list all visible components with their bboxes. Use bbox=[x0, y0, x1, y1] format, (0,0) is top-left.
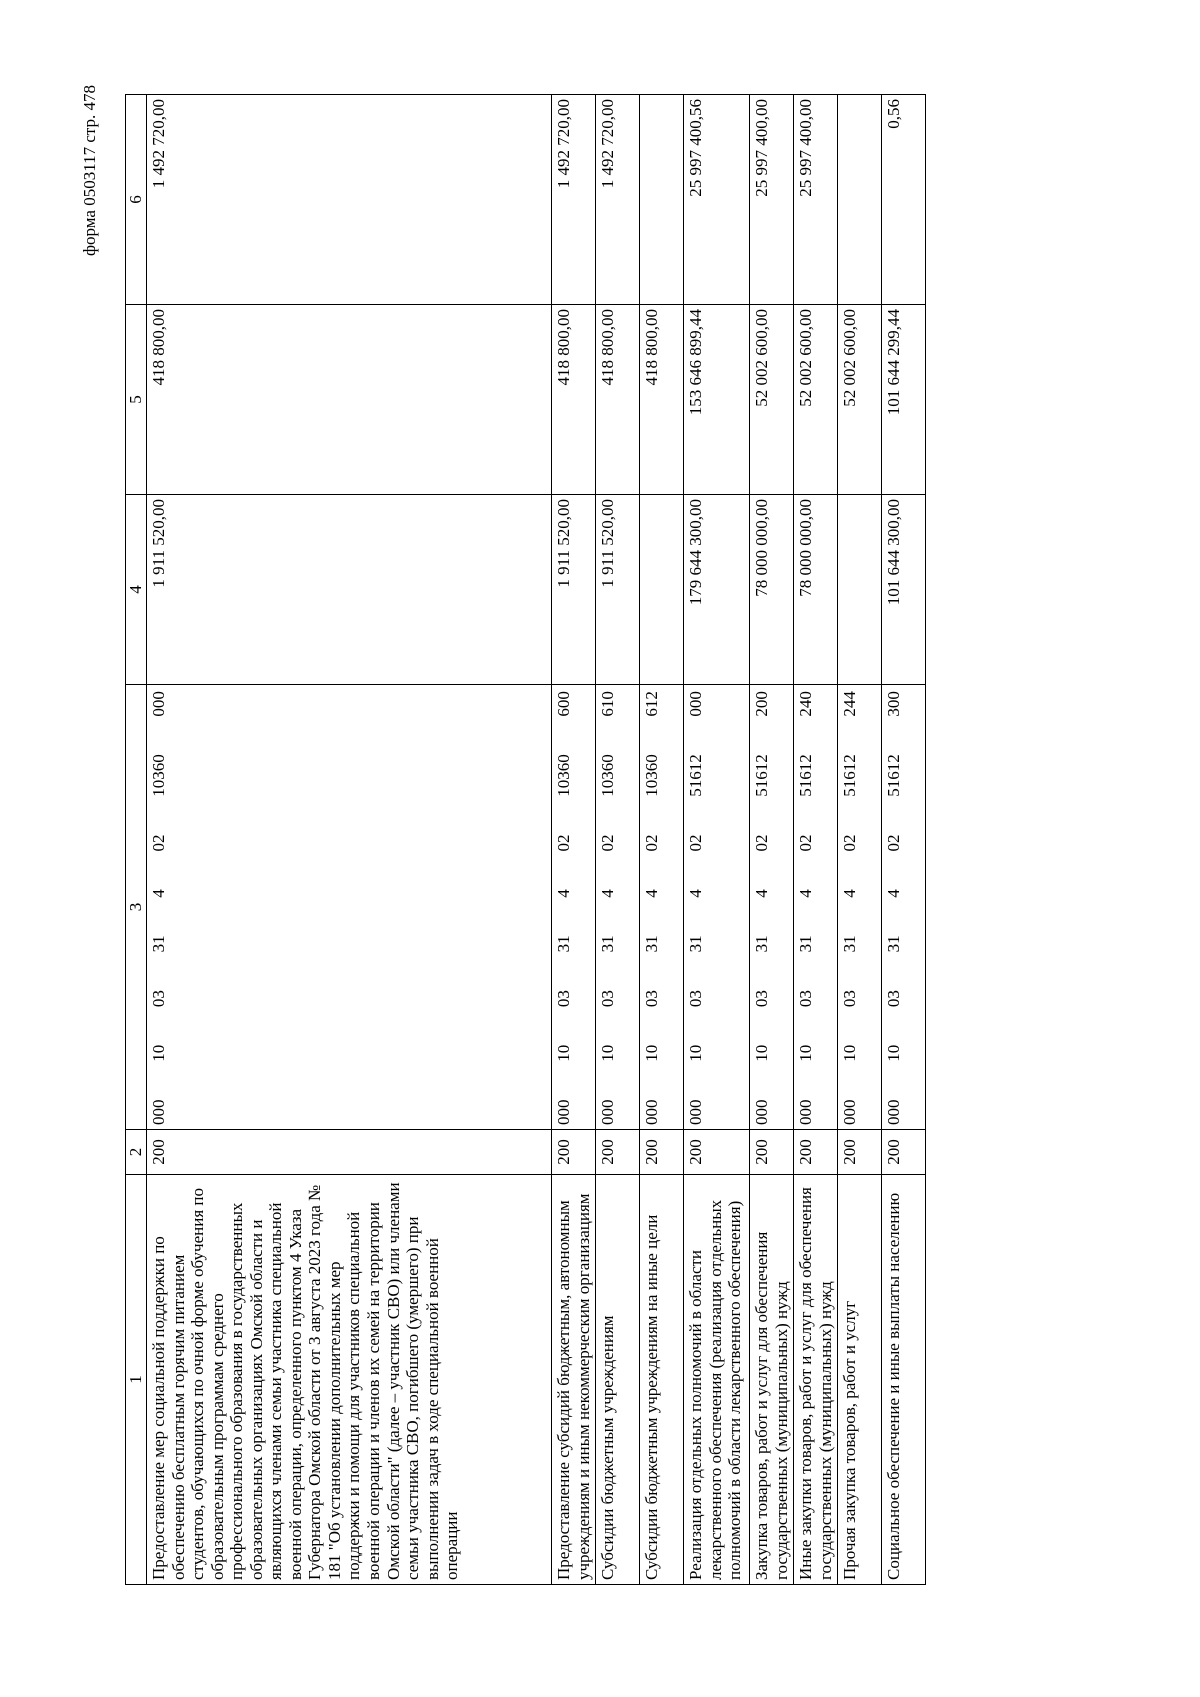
row-approved: 179 644 300,00 bbox=[684, 495, 750, 685]
code-part: 02 bbox=[149, 834, 168, 852]
header-col-4: 4 bbox=[126, 495, 147, 685]
header-col-5: 5 bbox=[126, 305, 147, 495]
code-part: 000 bbox=[796, 1099, 816, 1125]
code-part: 51612 bbox=[884, 754, 904, 797]
code-part: 10360 bbox=[554, 754, 573, 797]
row-approved bbox=[640, 495, 684, 685]
budget-classification-code bbox=[686, 689, 706, 1125]
rotated-page-content bbox=[125, 95, 1070, 1585]
table-row bbox=[147, 95, 552, 1585]
code-part: 10 bbox=[840, 1044, 860, 1062]
row-unexecuted: 1 492 720,00 bbox=[147, 95, 552, 305]
budget-classification-code bbox=[796, 689, 816, 1125]
row-name: Прочая закупка товаров, работ и услуг bbox=[838, 1175, 882, 1585]
code-part: 10 bbox=[149, 1044, 168, 1062]
code-part: 51612 bbox=[686, 754, 706, 797]
code-part: 51612 bbox=[752, 754, 772, 797]
table-row bbox=[684, 95, 750, 1585]
code-part: 000 bbox=[149, 691, 168, 717]
code-part: 4 bbox=[752, 889, 772, 898]
row-unexecuted: 25 997 400,56 bbox=[684, 95, 750, 305]
row-line-code: 200 bbox=[552, 1130, 596, 1175]
code-part: 10 bbox=[752, 1044, 772, 1062]
code-part: 000 bbox=[642, 1099, 662, 1125]
code-part: 10 bbox=[884, 1044, 904, 1062]
row-name: Социальное обеспечение и иные выплаты населению bbox=[882, 1175, 926, 1585]
code-part: 02 bbox=[796, 834, 816, 852]
code-part: 31 bbox=[884, 935, 904, 953]
code-part: 31 bbox=[642, 935, 662, 953]
row-budget-code bbox=[147, 685, 552, 1130]
row-approved: 101 644 300,00 bbox=[882, 495, 926, 685]
table-row bbox=[750, 95, 794, 1585]
code-part: 4 bbox=[554, 889, 573, 898]
row-unexecuted bbox=[640, 95, 684, 305]
row-executed: 52 002 600,00 bbox=[750, 305, 794, 495]
budget-classification-code bbox=[884, 689, 904, 1125]
code-part: 31 bbox=[686, 935, 706, 953]
row-unexecuted: 0,56 bbox=[882, 95, 926, 305]
budget-classification-code bbox=[598, 689, 618, 1125]
row-unexecuted bbox=[838, 95, 882, 305]
row-budget-code bbox=[640, 685, 684, 1130]
row-line-code: 200 bbox=[684, 1130, 750, 1175]
code-part: 000 bbox=[840, 1099, 860, 1125]
code-part: 300 bbox=[884, 691, 904, 717]
code-part: 31 bbox=[554, 935, 573, 953]
code-part: 02 bbox=[884, 834, 904, 852]
code-part: 4 bbox=[598, 889, 618, 898]
code-part: 10 bbox=[686, 1044, 706, 1062]
row-name: Иные закупки товаров, работ и услуг для обеспечения государственных (муниципальных) нужд bbox=[794, 1175, 838, 1585]
code-part: 02 bbox=[686, 834, 706, 852]
code-part: 31 bbox=[796, 935, 816, 953]
page-header bbox=[80, 85, 100, 1085]
code-part: 51612 bbox=[840, 754, 860, 797]
code-part: 03 bbox=[149, 990, 168, 1008]
table-row bbox=[838, 95, 882, 1585]
row-budget-code bbox=[596, 685, 640, 1130]
table-row bbox=[640, 95, 684, 1585]
code-part: 03 bbox=[796, 990, 816, 1008]
row-line-code: 200 bbox=[794, 1130, 838, 1175]
report-table bbox=[125, 94, 926, 1585]
code-part: 31 bbox=[598, 935, 618, 953]
code-part: 4 bbox=[149, 889, 168, 898]
code-part: 10 bbox=[642, 1044, 662, 1062]
code-part: 03 bbox=[598, 990, 618, 1008]
code-part: 000 bbox=[598, 1099, 618, 1125]
row-budget-code bbox=[750, 685, 794, 1130]
code-part: 02 bbox=[598, 834, 618, 852]
code-part: 000 bbox=[149, 1099, 168, 1125]
row-budget-code bbox=[838, 685, 882, 1130]
row-name: Закупка товаров, работ и услуг для обеспечения государственных (муниципальных) нужд bbox=[750, 1175, 794, 1585]
row-approved bbox=[838, 495, 882, 685]
code-part: 02 bbox=[554, 834, 573, 852]
row-executed: 101 644 299,44 bbox=[882, 305, 926, 495]
code-part: 600 bbox=[554, 691, 573, 717]
code-part: 03 bbox=[686, 990, 706, 1008]
row-executed: 52 002 600,00 bbox=[794, 305, 838, 495]
code-part: 10360 bbox=[642, 754, 662, 797]
budget-classification-code bbox=[642, 689, 662, 1125]
row-executed: 52 002 600,00 bbox=[838, 305, 882, 495]
code-part: 612 bbox=[642, 691, 662, 717]
code-part: 10 bbox=[554, 1044, 573, 1062]
code-part: 000 bbox=[884, 1099, 904, 1125]
code-part: 31 bbox=[840, 935, 860, 953]
row-line-code: 200 bbox=[838, 1130, 882, 1175]
code-part: 244 bbox=[840, 691, 860, 717]
code-part: 200 bbox=[752, 691, 772, 717]
code-part: 4 bbox=[796, 889, 816, 898]
row-name: Предоставление субсидий бюджетным, автономным учреждениям и иным некоммерческим организациям bbox=[552, 1175, 596, 1585]
table-row bbox=[596, 95, 640, 1585]
row-name: Реализация отдельных полномочий в области лекарственного обеспечения (реализация отдельных полномочий в области лекарственного обеспечения) bbox=[684, 1175, 750, 1585]
code-part: 03 bbox=[554, 990, 573, 1008]
header-col-6: 6 bbox=[126, 95, 147, 305]
code-part: 31 bbox=[752, 935, 772, 953]
row-executed: 418 800,00 bbox=[147, 305, 552, 495]
table-body bbox=[147, 95, 926, 1585]
header-col-2: 2 bbox=[126, 1130, 147, 1175]
code-part: 000 bbox=[554, 1099, 573, 1125]
header-col-3: 3 bbox=[126, 685, 147, 1130]
code-part: 51612 bbox=[796, 754, 816, 797]
row-line-code: 200 bbox=[596, 1130, 640, 1175]
code-part: 10 bbox=[598, 1044, 618, 1062]
code-part: 000 bbox=[686, 1099, 706, 1125]
row-approved: 1 911 520,00 bbox=[147, 495, 552, 685]
budget-classification-code bbox=[554, 689, 574, 1125]
row-name: Субсидии бюджетным учреждениям bbox=[596, 1175, 640, 1585]
code-part: 4 bbox=[840, 889, 860, 898]
row-line-code: 200 bbox=[147, 1130, 552, 1175]
row-name: Предоставление мер социальной поддержки по обеспечению бесплатным горячим питанием студентов, обучающихся по очной форме обучения по образовательным программам среднего профессионального образования в государственных образовательных организациях Омской области и являющихся членами семьи участника специальной военной операции, определенного пунктом 4 Указа Губернатора Омской области от 3 августа 2023 года № 181 "Об установлении дополнительных мер поддержки и помощи для участников специальной военной операции и членов их семей на территории Омской области" (далее – участник СВО) или членами семьи участника СВО, погибшего (умершего) при выполнении задач в ходе специальной военной операции bbox=[147, 1175, 552, 1585]
code-part: 03 bbox=[840, 990, 860, 1008]
code-part: 4 bbox=[642, 889, 662, 898]
row-approved: 1 911 520,00 bbox=[552, 495, 596, 685]
row-unexecuted: 25 997 400,00 bbox=[750, 95, 794, 305]
row-approved: 78 000 000,00 bbox=[750, 495, 794, 685]
budget-classification-code bbox=[149, 689, 169, 1125]
code-part: 02 bbox=[752, 834, 772, 852]
table-row bbox=[552, 95, 596, 1585]
table-row bbox=[794, 95, 838, 1585]
budget-classification-code bbox=[840, 689, 860, 1125]
code-part: 000 bbox=[752, 1099, 772, 1125]
code-part: 31 bbox=[149, 935, 168, 953]
row-budget-code bbox=[794, 685, 838, 1130]
row-name: Субсидии бюджетным учреждениям на иные цели bbox=[640, 1175, 684, 1585]
code-part: 240 bbox=[796, 691, 816, 717]
code-part: 4 bbox=[884, 889, 904, 898]
row-executed: 418 800,00 bbox=[552, 305, 596, 495]
row-budget-code bbox=[552, 685, 596, 1130]
code-part: 02 bbox=[642, 834, 662, 852]
row-line-code: 200 bbox=[750, 1130, 794, 1175]
code-part: 610 bbox=[598, 691, 618, 717]
row-line-code: 200 bbox=[640, 1130, 684, 1175]
code-part: 10360 bbox=[149, 754, 168, 797]
row-unexecuted: 25 997 400,00 bbox=[794, 95, 838, 305]
code-part: 10 bbox=[796, 1044, 816, 1062]
table-row bbox=[882, 95, 926, 1585]
row-line-code: 200 bbox=[882, 1130, 926, 1175]
row-budget-code bbox=[882, 685, 926, 1130]
code-part: 02 bbox=[840, 834, 860, 852]
row-approved: 78 000 000,00 bbox=[794, 495, 838, 685]
code-part: 03 bbox=[884, 990, 904, 1008]
row-approved: 1 911 520,00 bbox=[596, 495, 640, 685]
table-header-row bbox=[126, 95, 147, 1585]
code-part: 000 bbox=[686, 691, 706, 717]
budget-classification-code bbox=[752, 689, 772, 1125]
header-col-1: 1 bbox=[126, 1175, 147, 1585]
row-executed: 153 646 899,44 bbox=[684, 305, 750, 495]
form-label: форма 0503117 стр. 478 bbox=[80, 85, 99, 256]
row-unexecuted: 1 492 720,00 bbox=[596, 95, 640, 305]
row-unexecuted: 1 492 720,00 bbox=[552, 95, 596, 305]
row-budget-code bbox=[684, 685, 750, 1130]
code-part: 10360 bbox=[598, 754, 618, 797]
code-part: 03 bbox=[642, 990, 662, 1008]
row-executed: 418 800,00 bbox=[640, 305, 684, 495]
code-part: 4 bbox=[686, 889, 706, 898]
row-executed: 418 800,00 bbox=[596, 305, 640, 495]
code-part: 03 bbox=[752, 990, 772, 1008]
